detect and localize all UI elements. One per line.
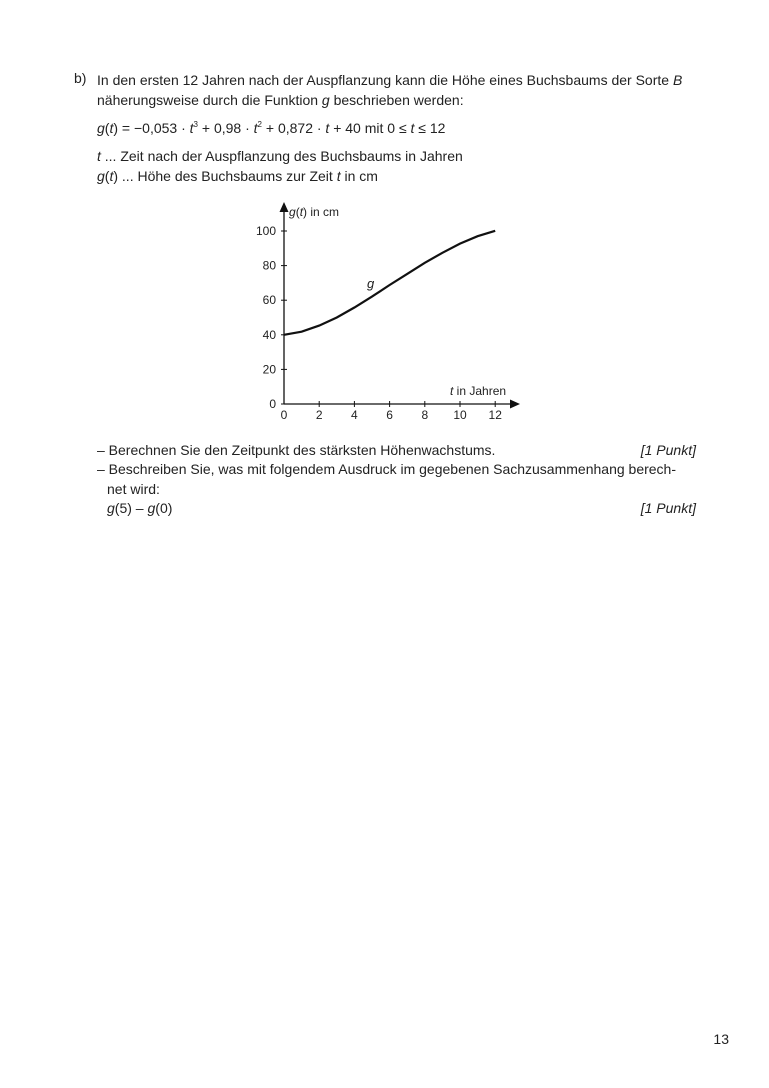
x-axis-label: t in Jahren — [450, 384, 507, 398]
x-tick-label: 4 — [351, 408, 358, 422]
task-item-2: – Beschreiben Sie, was mit folgendem Ausdruck im gegebenen Sachzusammenhang berech- — [97, 461, 676, 477]
task-expression: g(5) – g(0) — [107, 500, 173, 516]
task-points-1: [1 Punkt] — [640, 442, 696, 458]
function-graph — [240, 190, 540, 430]
axes — [280, 202, 521, 409]
page-number: 13 — [713, 1031, 729, 1047]
curve-g — [284, 231, 495, 335]
x-tick-label: 6 — [386, 408, 393, 422]
y-tick-label: 100 — [255, 224, 276, 238]
y-tick-label: 40 — [262, 327, 276, 342]
x-axis-arrow — [510, 400, 520, 409]
task-item-1: – Berechnen Sie den Zeitpunkt des stärksten Höhenwachstums. — [97, 442, 496, 458]
x-tick-label: 2 — [315, 408, 323, 422]
definition-g: g(t) ... Höhe des Buchsbaums zur Zeit t in cm — [97, 168, 378, 184]
intro-line-2: näherungsweise durch die Funktion g beschrieben werden: — [97, 92, 464, 108]
task-points-2: [1 Punkt] — [640, 500, 696, 516]
y-axis-arrow — [280, 202, 289, 212]
curve-label: g — [367, 276, 375, 291]
y-tick-label: 20 — [262, 362, 276, 377]
definition-t: t ... Zeit nach der Auspflanzung des Buchsbaums in Jahren — [97, 148, 463, 164]
x-tick-label: 0 — [280, 408, 288, 422]
y-tick-label: 60 — [262, 293, 276, 308]
function-formula: $g(t) = -0,053 \cdot t^3 + 0,98 \cdot t^2 + 0,872 \cdot t + 40$ mit 0 ≤ t ≤ 12 — [97, 120, 446, 136]
intro-line-1: In den ersten 12 Jahren nach der Auspflanzung kann die Höhe eines Buchsbaums der Sorte B — [97, 72, 683, 88]
x-tick-label: 8 — [421, 408, 429, 422]
task-item-2-cont: net wird: — [107, 481, 160, 497]
y-tick-label: 80 — [262, 258, 276, 273]
task-label: b) — [74, 70, 87, 86]
y-axis-label: g(t) in cm — [289, 205, 340, 219]
x-tick-label: 10 — [453, 408, 467, 422]
x-tick-label: 12 — [488, 408, 502, 422]
y-tick-label: 0 — [269, 397, 276, 411]
